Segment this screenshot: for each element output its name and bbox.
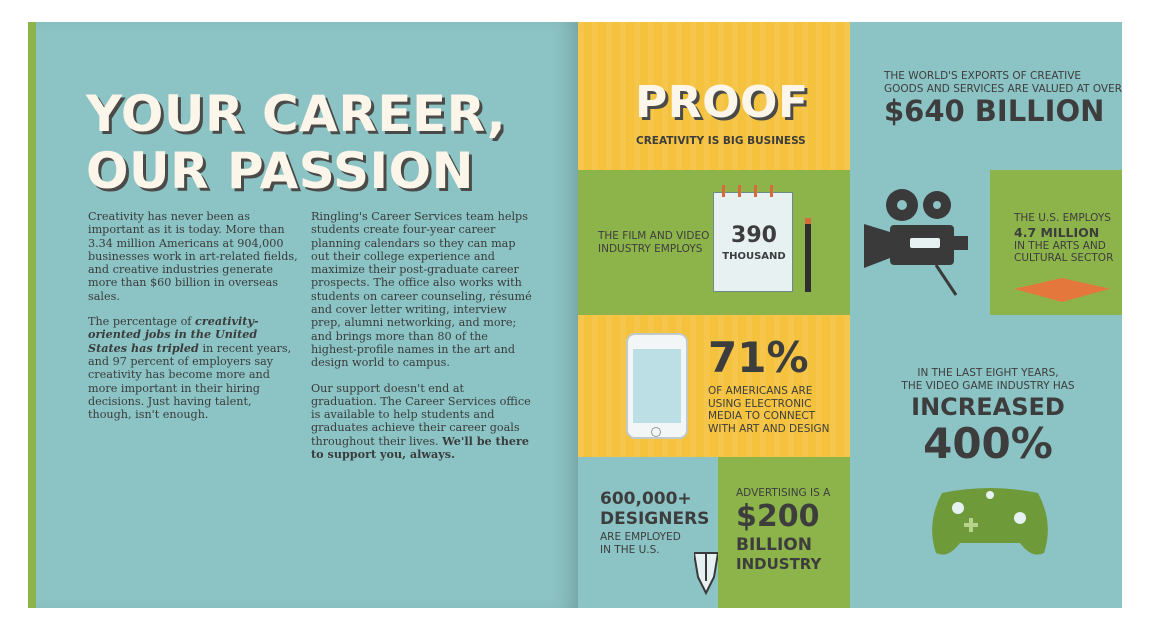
- smartphone-icon: [626, 333, 688, 439]
- exports-text: [884, 70, 1122, 95]
- pencil-icon: [805, 218, 811, 292]
- jobs-text-b: in recent years, and 97 percent of employers say creativity has become more and more important in their hiring decisions. Just having talent, though, isn't enough.: [88, 341, 292, 422]
- paragraph-career-services: Ringling's Career Services team helps students create four-year career planning calendars so they can map out their college experience and maximize their post-graduate career prospects. The office also works with students on career counseling, résumé and cover letter writing, interview prep, alumni networking, and more; and brings more than 80 of the highest-profile names in the art and design world to campus.: [311, 210, 532, 370]
- media-value: 71%: [708, 333, 809, 382]
- arts-line-3: CULTURAL SECTOR: [1014, 252, 1114, 265]
- game-line-1: IN THE LAST EIGHT YEARS,: [917, 367, 1059, 379]
- jobs-text-a: The percentage of: [88, 315, 196, 329]
- arts-text: [1014, 212, 1113, 265]
- game-percent: 400%: [923, 419, 1053, 468]
- media-block: [578, 315, 850, 457]
- designers-block: [578, 457, 718, 608]
- page-edge-strip: [28, 22, 36, 608]
- film-camera-icon: [850, 170, 990, 315]
- film-number: 390: [731, 223, 777, 248]
- media-line-4: WITH ART AND DESIGN: [708, 422, 830, 435]
- video-game-block: [850, 315, 1122, 608]
- ad-value-3: INDUSTRY: [736, 555, 822, 573]
- support-emphasis: We'll be there to support you, always.: [311, 433, 529, 462]
- film-text: [598, 230, 709, 255]
- right-page: [578, 22, 1122, 608]
- pen-nib-icon: [694, 543, 718, 603]
- ad-value-2: BILLION: [736, 535, 812, 555]
- designers-value: 600,000+: [600, 489, 692, 509]
- designers-line-1: ARE EMPLOYED: [600, 531, 681, 543]
- body-column-2: [311, 210, 533, 473]
- proof-title: PROOF: [635, 77, 809, 128]
- game-line-2: THE VIDEO GAME INDUSTRY HAS: [901, 379, 1075, 392]
- designers-line-2: IN THE U.S.: [600, 543, 660, 556]
- title-line-2: OUR PASSION: [86, 142, 474, 200]
- arts-block: [990, 170, 1122, 315]
- arts-line-2: IN THE ARTS AND: [1014, 239, 1106, 252]
- body-column-1: [88, 210, 298, 433]
- graduation-cap-icon: [1014, 278, 1110, 302]
- page-title: [86, 86, 506, 200]
- film-unit: THOUSAND: [722, 251, 786, 262]
- arts-value: 4.7 MILLION: [1014, 224, 1100, 240]
- exports-value: $640 BILLION: [884, 94, 1105, 128]
- support-text: Our support doesn't end at graduation. The Career Services office is available to help students and graduates achieve their career goals throughout their lives.: [311, 381, 531, 448]
- exports-line-2: GOODS AND SERVICES ARE VALUED AT OVER: [884, 82, 1122, 95]
- paragraph-creativity: Creativity has never been as important as it is today. More than 3.34 million Americans at 904,000 businesses work in art-related fields, and creative industries generate more than $60 billion in overseas sales.: [88, 210, 298, 303]
- game-controller-icon: [928, 483, 1052, 563]
- title-line-1: YOUR CAREER,: [86, 85, 507, 143]
- notepad-icon: [713, 192, 793, 292]
- ad-line-1: ADVERTISING IS A: [736, 487, 831, 499]
- media-line-3: MEDIA TO CONNECT: [708, 410, 816, 423]
- jobs-emphasis: creativity-oriented jobs in the United States has tripled: [88, 314, 259, 355]
- paragraph-jobs: [88, 315, 298, 421]
- left-page: [28, 22, 578, 608]
- camera-block: [850, 170, 990, 315]
- designers-text: [600, 531, 681, 556]
- ad-value-1: $200: [736, 499, 820, 534]
- paragraph-support: [311, 382, 533, 462]
- media-line-2: USING ELECTRONIC: [708, 397, 812, 410]
- proof-subtitle: CREATIVITY IS BIG BUSINESS: [636, 135, 806, 147]
- proof-header-block: [578, 22, 850, 170]
- game-text: [888, 367, 1088, 392]
- film-line-1: THE FILM AND VIDEO: [598, 230, 710, 242]
- advertising-block: [718, 457, 850, 608]
- designers-big: DESIGNERS: [600, 509, 710, 529]
- exports-block: [850, 22, 1122, 170]
- media-line-1: OF AMERICANS ARE: [708, 385, 813, 397]
- brochure-spread: [28, 22, 1122, 608]
- film-line-2: INDUSTRY EMPLOYS: [598, 242, 703, 255]
- media-text: [708, 385, 830, 435]
- film-block: [578, 170, 850, 315]
- exports-line-1: THE WORLD'S EXPORTS OF CREATIVE: [884, 70, 1082, 82]
- arts-line-1: THE U.S. EMPLOYS: [1014, 212, 1111, 224]
- game-increased: INCREASED: [911, 393, 1065, 421]
